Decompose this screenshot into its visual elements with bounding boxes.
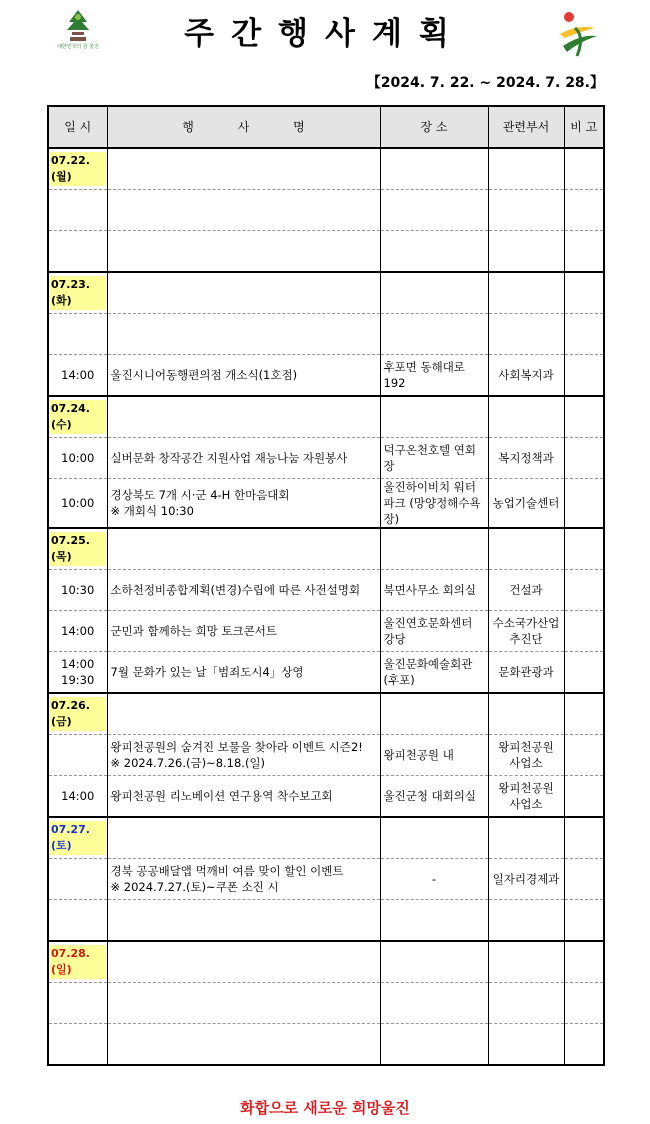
cell-dept (488, 231, 564, 273)
county-logo (48, 8, 108, 58)
cell-place: 울진문화예술회관 (후포) (380, 652, 488, 694)
date-row (48, 693, 604, 735)
cell-note (564, 438, 604, 479)
cell-note (564, 611, 604, 652)
cell-dept (488, 1024, 564, 1066)
cell-event: 실버문화 창작공간 지원사업 재능나눔 자원봉사 (107, 438, 380, 479)
blank-row (48, 900, 604, 942)
cell-place: - (380, 859, 488, 900)
cell-time (48, 1024, 107, 1066)
date-cell (48, 272, 107, 314)
date-row (48, 941, 604, 983)
cell-dept: 문화관광과 (488, 652, 564, 694)
cell-time (48, 859, 107, 900)
col-header-dept: 관련부서 (488, 106, 564, 148)
cell-place (380, 272, 488, 314)
uljin-symbol (555, 8, 603, 60)
date-label: 07.27.(토) (50, 821, 106, 855)
cell-note (564, 693, 604, 735)
cell-place (380, 693, 488, 735)
cell-event: 7월 문화가 있는 날「범죄도시4」상영 (107, 652, 380, 694)
cell-event: 군민과 함께하는 희망 토크콘서트 (107, 611, 380, 652)
cell-time (48, 735, 107, 776)
cell-note (564, 817, 604, 859)
cell-event (107, 314, 380, 355)
cell-place (380, 396, 488, 438)
cell-dept: 사회복지과 (488, 355, 564, 397)
event-row (48, 570, 604, 611)
cell-event: 울진시니어동행편의점 개소식(1호점) (107, 355, 380, 397)
cell-note (564, 1024, 604, 1066)
blank-row (48, 231, 604, 273)
cell-event (107, 148, 380, 190)
col-header-place: 장 소 (380, 106, 488, 148)
date-label: 07.22.(월) (50, 152, 106, 186)
cell-place: 울진연호문화센터 강당 (380, 611, 488, 652)
cell-time: 14:00 (48, 611, 107, 652)
cell-place (380, 900, 488, 942)
cell-event: 왕피천공원의 숨겨진 보물을 찾아라 이벤트 시즌2! ※ 2024.7.26.(금)~8.18.(일) (107, 735, 380, 776)
date-row (48, 272, 604, 314)
cell-dept (488, 900, 564, 942)
date-row (48, 528, 604, 570)
cell-time: 14:00 (48, 355, 107, 397)
event-row (48, 735, 604, 776)
blank-row (48, 983, 604, 1024)
cell-dept (488, 314, 564, 355)
cell-place (380, 941, 488, 983)
date-row (48, 396, 604, 438)
cell-place: 울진군청 대회의실 (380, 776, 488, 818)
date-label: 07.26.(금) (50, 697, 106, 731)
cell-note (564, 314, 604, 355)
cell-place (380, 148, 488, 190)
cell-place (380, 231, 488, 273)
cell-time: 10:00 (48, 479, 107, 529)
cell-dept: 왕피천공원 사업소 (488, 776, 564, 818)
cell-dept (488, 817, 564, 859)
event-row (48, 859, 604, 900)
cell-note (564, 735, 604, 776)
cell-place (380, 528, 488, 570)
date-cell (48, 528, 107, 570)
logo-tagline: 대한민국의 꿈 울진 (57, 44, 99, 50)
event-row (48, 776, 604, 818)
cell-dept: 농업기술센터 (488, 479, 564, 529)
col-header-time: 일 시 (48, 106, 107, 148)
cell-event (107, 528, 380, 570)
cell-note (564, 231, 604, 273)
cell-event: 경북 공공배달앱 먹깨비 여름 맞이 할인 이벤트 ※ 2024.7.27.(토)~쿠폰 소진 시 (107, 859, 380, 900)
cell-event (107, 900, 380, 942)
date-cell (48, 941, 107, 983)
cell-place: 울진하이비치 워터파크 (망양정해수욕장) (380, 479, 488, 529)
cell-dept (488, 983, 564, 1024)
cell-note (564, 652, 604, 694)
blank-row (48, 190, 604, 231)
cell-place (380, 983, 488, 1024)
col-header-note: 비 고 (564, 106, 604, 148)
cell-note (564, 900, 604, 942)
cell-time (48, 983, 107, 1024)
cell-event (107, 272, 380, 314)
date-label: 07.24.(수) (50, 400, 106, 434)
event-row (48, 652, 604, 694)
cell-note (564, 148, 604, 190)
cell-note (564, 941, 604, 983)
cell-note (564, 859, 604, 900)
cell-place: 덕구온천호텔 연회장 (380, 438, 488, 479)
cell-dept (488, 272, 564, 314)
cell-note (564, 355, 604, 397)
cell-event: 경상북도 7개 시·군 4-H 한마음대회 ※ 개회식 10:30 (107, 479, 380, 529)
cell-event: 소하천정비종합계획(변경)수립에 따른 사전설명회 (107, 570, 380, 611)
period-label: 【2024. 7. 22. ~ 2024. 7. 28.】 (366, 75, 604, 91)
tree-logo-icon (63, 8, 93, 42)
cell-dept (488, 528, 564, 570)
cell-note (564, 272, 604, 314)
cell-place (380, 314, 488, 355)
date-label: 07.23.(화) (50, 276, 106, 310)
cell-dept: 건설과 (488, 570, 564, 611)
cell-note (564, 776, 604, 818)
cell-place: 북면사무소 회의실 (380, 570, 488, 611)
cell-dept (488, 941, 564, 983)
date-cell (48, 396, 107, 438)
cell-note (564, 190, 604, 231)
footer-slogan: 화합으로 새로운 희망울진 (240, 1099, 410, 1117)
header-row (48, 106, 604, 148)
cell-place: 왕피천공원 내 (380, 735, 488, 776)
date-row (48, 817, 604, 859)
cell-dept (488, 190, 564, 231)
cell-time (48, 314, 107, 355)
cell-time: 10:00 (48, 438, 107, 479)
cell-dept: 왕피천공원 사업소 (488, 735, 564, 776)
event-row (48, 479, 604, 529)
cell-place (380, 190, 488, 231)
cell-event (107, 190, 380, 231)
cell-event (107, 396, 380, 438)
cell-dept: 복지정책과 (488, 438, 564, 479)
cell-event: 왕피천공원 리노베이션 연구용역 착수보고회 (107, 776, 380, 818)
event-row (48, 355, 604, 397)
blank-row (48, 1024, 604, 1066)
cell-time (48, 231, 107, 273)
cell-time: 14:00 (48, 776, 107, 818)
cell-event (107, 983, 380, 1024)
cell-note (564, 570, 604, 611)
date-label: 07.25.(목) (50, 532, 106, 566)
cell-dept: 수소국가산업 추진단 (488, 611, 564, 652)
cell-dept (488, 693, 564, 735)
date-cell (48, 148, 107, 190)
blank-row (48, 314, 604, 355)
event-row (48, 438, 604, 479)
date-cell (48, 693, 107, 735)
cell-dept (488, 148, 564, 190)
cell-time: 14:00 19:30 (48, 652, 107, 694)
cell-time: 10:30 (48, 570, 107, 611)
cell-place: 후포면 동해대로 192 (380, 355, 488, 397)
cell-note (564, 528, 604, 570)
page-title: 주간행사계획 (184, 16, 466, 52)
event-row (48, 611, 604, 652)
cell-event (107, 1024, 380, 1066)
cell-event (107, 817, 380, 859)
cell-time (48, 900, 107, 942)
date-label: 07.28.(일) (50, 945, 106, 979)
cell-place (380, 817, 488, 859)
date-cell (48, 817, 107, 859)
cell-note (564, 479, 604, 529)
col-header-event: 행 사 명 (107, 106, 380, 148)
cell-event (107, 231, 380, 273)
cell-note (564, 396, 604, 438)
uljin-symbol-icon (555, 8, 601, 58)
cell-event (107, 941, 380, 983)
date-row (48, 148, 604, 190)
cell-event (107, 693, 380, 735)
cell-place (380, 1024, 488, 1066)
cell-note (564, 983, 604, 1024)
cell-time (48, 190, 107, 231)
cell-dept: 일자리경제과 (488, 859, 564, 900)
cell-dept (488, 396, 564, 438)
schedule-table (47, 105, 605, 1066)
